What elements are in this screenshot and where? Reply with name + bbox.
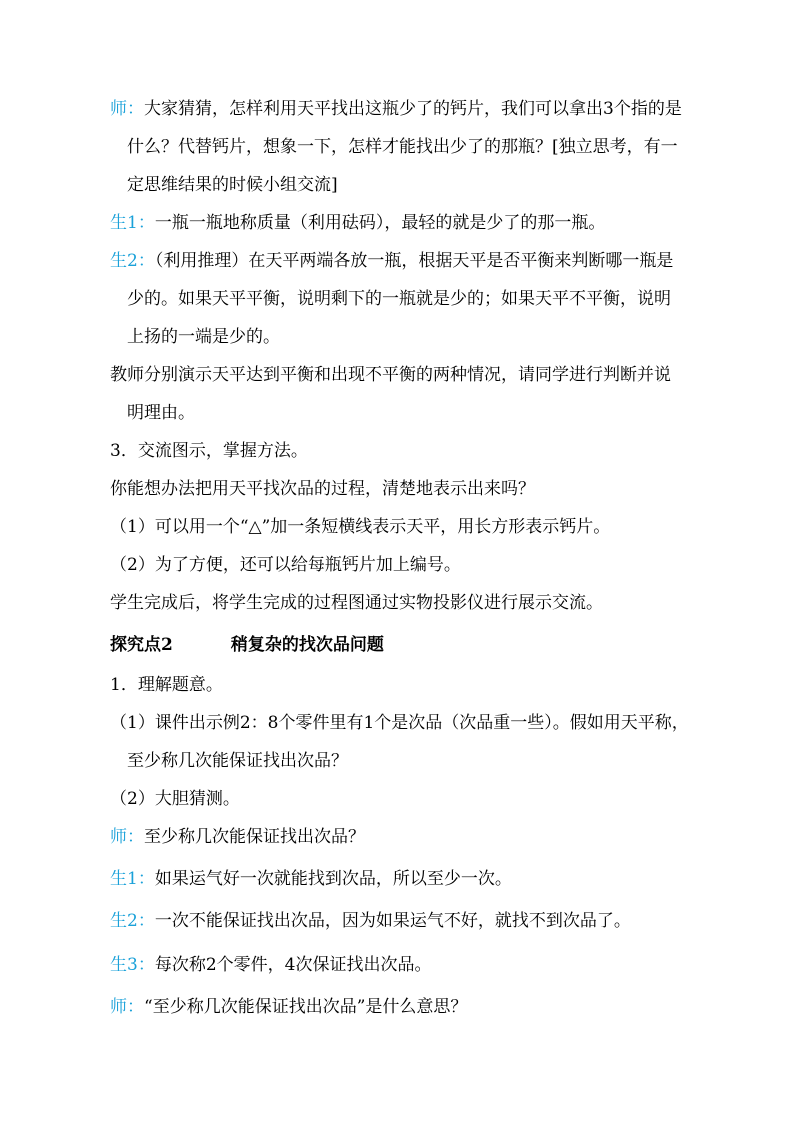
line-text: 明理由。 [127, 403, 195, 423]
line-text: （2）为了方便，还可以给每瓶钙片加上编号。 [110, 555, 461, 575]
paragraph-line [127, 174, 727, 196]
speaker-label: 师： [110, 827, 144, 847]
paragraph-line [127, 326, 727, 348]
line-text: 教师分别演示天平达到平衡和出现不平衡的两种情况，请同学进行判断并说 [110, 365, 671, 385]
line-text: 一次不能保证找出次品，因为如果运气不好，就找不到次品了。 [154, 911, 631, 931]
speaker-label: 生2： [110, 911, 155, 931]
line-text: （1）可以用一个“△”加一条短横线表示天平，用长方形表示钙片。 [110, 517, 611, 537]
line-text: 1．理解题意。 [110, 675, 223, 695]
paragraph-line [110, 996, 710, 1018]
paragraph-line [127, 136, 727, 158]
line-text: 至少称几次能保证找出次品？ [144, 827, 365, 847]
list-item [110, 712, 710, 734]
line-text: 大家猜猜，怎样利用天平找出这瓶少了的钙片，我们可以拿出3个指的是 [144, 99, 682, 119]
paragraph-line [110, 98, 710, 120]
line-text: 如果运气好一次就能找到次品，所以至少一次。 [154, 869, 512, 889]
paragraph-line [127, 402, 727, 424]
line-text: （利用推理）在天平两端各放一瓶，根据天平是否平衡来判断哪一瓶是 [154, 251, 674, 271]
line-text: “至少称几次能保证找出次品”是什么意思？ [144, 997, 468, 1017]
speaker-label: 生3： [110, 955, 155, 975]
line-text: （1）课件出示例2：8个零件里有1个是次品（次品重一些）。假如用天平称， [110, 713, 689, 733]
speaker-label: 生2： [110, 251, 155, 271]
paragraph-line [110, 826, 710, 848]
list-item [110, 516, 710, 538]
line-text: 3．交流图示，掌握方法。 [110, 441, 308, 461]
speaker-label: 生1： [110, 869, 155, 889]
line-text: 至少称几次能保证找出次品？ [127, 751, 348, 771]
paragraph-line [110, 868, 710, 890]
paragraph-line [110, 592, 710, 614]
paragraph-line [110, 364, 710, 386]
line-text: 什么？代替钙片，想象一下，怎样才能找出少了的那瓶？[独立思考，有一 [127, 137, 678, 157]
line-text: 一瓶一瓶地称质量（利用砝码），最轻的就是少了的那一瓶。 [154, 213, 606, 233]
paragraph-line [110, 910, 710, 932]
speaker-label: 生1： [110, 213, 155, 233]
line-text: 上扬的一端是少的。 [127, 327, 280, 347]
paragraph-line [110, 954, 710, 976]
line-text: 每次称2个零件，4次保证找出次品。 [154, 955, 432, 975]
list-item [110, 554, 710, 576]
line-text: 学生完成后，将学生完成的过程图通过实物投影仪进行展示交流。 [110, 593, 603, 613]
section-heading [110, 440, 710, 462]
section-label: 探究点2 [110, 635, 173, 655]
line-text: （2）大胆猜测。 [110, 789, 240, 809]
section-title [110, 634, 710, 656]
line-text: 少的。如果天平平衡，说明剩下的一瓶就是少的；如果天平不平衡，说明 [127, 289, 671, 309]
list-item [110, 788, 710, 810]
speaker-label: 师： [110, 997, 144, 1017]
line-text: 你能想办法把用天平找次品的过程，清楚地表示出来吗？ [110, 479, 535, 499]
paragraph-line [110, 212, 710, 234]
paragraph-line [110, 250, 710, 272]
speaker-label: 师： [110, 99, 144, 119]
paragraph-line [110, 478, 710, 500]
line-text: 定思维结果的时候小组交流] [127, 175, 338, 195]
section-heading [110, 674, 710, 696]
section-title-text: 稍复杂的找次品问题 [230, 635, 384, 655]
list-item-continuation [127, 750, 727, 772]
paragraph-line [127, 288, 727, 310]
